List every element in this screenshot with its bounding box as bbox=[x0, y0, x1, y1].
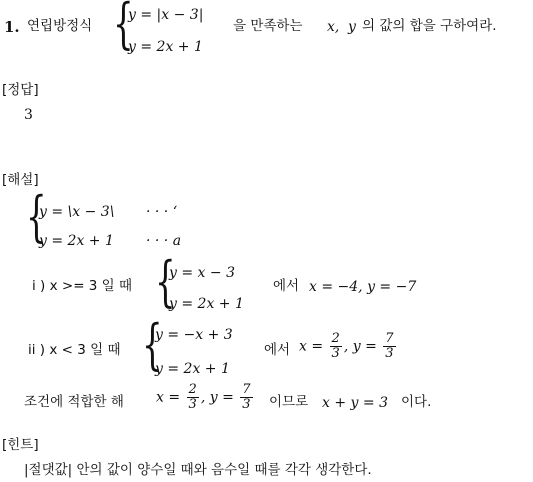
question-system-eq-1: y = |x − 3| bbox=[128, 7, 204, 23]
case2-y-num: 7 bbox=[385, 331, 394, 346]
conclusion-end: 이다. bbox=[401, 394, 432, 410]
case2-y-eq: , y = bbox=[343, 338, 377, 355]
case1-system-eq-1: y = x − 3 bbox=[169, 265, 235, 281]
answer-heading: [정답] bbox=[2, 82, 39, 98]
conclusion-y-den: 3 bbox=[242, 397, 251, 412]
conclusion-middle: 이므로 bbox=[269, 394, 309, 410]
conclusion-x-fraction bbox=[187, 383, 199, 412]
case2-x-eq: x = bbox=[299, 338, 324, 355]
case2-system-brace: { bbox=[142, 313, 163, 376]
case2-result bbox=[299, 332, 398, 361]
case2-x-den: 3 bbox=[331, 346, 340, 361]
case1-label: i ) x >= 3 일 때 bbox=[32, 278, 133, 294]
explanation-system-eq-2: y = 2x + 1 bbox=[39, 233, 114, 249]
conclusion-y-fraction bbox=[240, 383, 252, 412]
conclusion-y-num: 7 bbox=[242, 382, 251, 397]
conclusion-solution bbox=[156, 383, 255, 412]
question-number: 1. bbox=[4, 18, 20, 36]
question-var-x: x, bbox=[327, 19, 340, 35]
case2-x-fraction bbox=[330, 332, 342, 361]
explanation-heading: [해설] bbox=[2, 172, 39, 188]
question-suffix-1: 을 만족하는 bbox=[233, 18, 303, 34]
explanation-system-eq-1: y = \x − 3\ bbox=[39, 204, 115, 220]
question-system-brace: { bbox=[113, 0, 134, 55]
explanation-system-brace: { bbox=[26, 185, 47, 248]
conclusion-prefix: 조건에 적합한 해 bbox=[24, 394, 124, 410]
explanation-system-mark-2: · · · a bbox=[146, 233, 182, 249]
explanation-system-mark-1: · · · ‘ bbox=[146, 204, 178, 220]
case2-system-eq-1: y = −x + 3 bbox=[155, 327, 233, 343]
hint-heading: [힌트] bbox=[2, 437, 39, 453]
case1-system-brace: { bbox=[155, 250, 176, 313]
conclusion-x-den: 3 bbox=[188, 397, 197, 412]
conclusion-x-num: 2 bbox=[188, 382, 197, 397]
case1-result: x = −4, y = −7 bbox=[309, 279, 417, 295]
case1-system-eq-2: y = 2x + 1 bbox=[169, 296, 244, 312]
case2-x-num: 2 bbox=[331, 331, 340, 346]
answer-value: 3 bbox=[24, 107, 33, 123]
hint-text: |절댓값| 안의 값이 양수일 때와 음수일 때를 각각 생각한다. bbox=[24, 462, 372, 478]
case2-result-prefix: 에서 bbox=[264, 342, 291, 358]
question-suffix-2: 의 값의 합을 구하여라. bbox=[362, 18, 497, 34]
case2-y-fraction bbox=[383, 332, 395, 361]
case2-label: ii ) x < 3 일 때 bbox=[28, 342, 121, 358]
conclusion-x-eq: x = bbox=[156, 389, 181, 406]
conclusion-sum: x + y = 3 bbox=[322, 395, 388, 411]
question-prefix: 연립방정식 bbox=[27, 18, 93, 34]
question-var-y: y bbox=[348, 19, 356, 35]
case2-system-eq-2: y = 2x + 1 bbox=[155, 361, 230, 377]
case2-y-den: 3 bbox=[385, 346, 394, 361]
conclusion-y-eq: , y = bbox=[200, 389, 234, 406]
case1-result-prefix: 에서 bbox=[273, 278, 300, 294]
question-system-eq-2: y = 2x + 1 bbox=[128, 39, 203, 55]
